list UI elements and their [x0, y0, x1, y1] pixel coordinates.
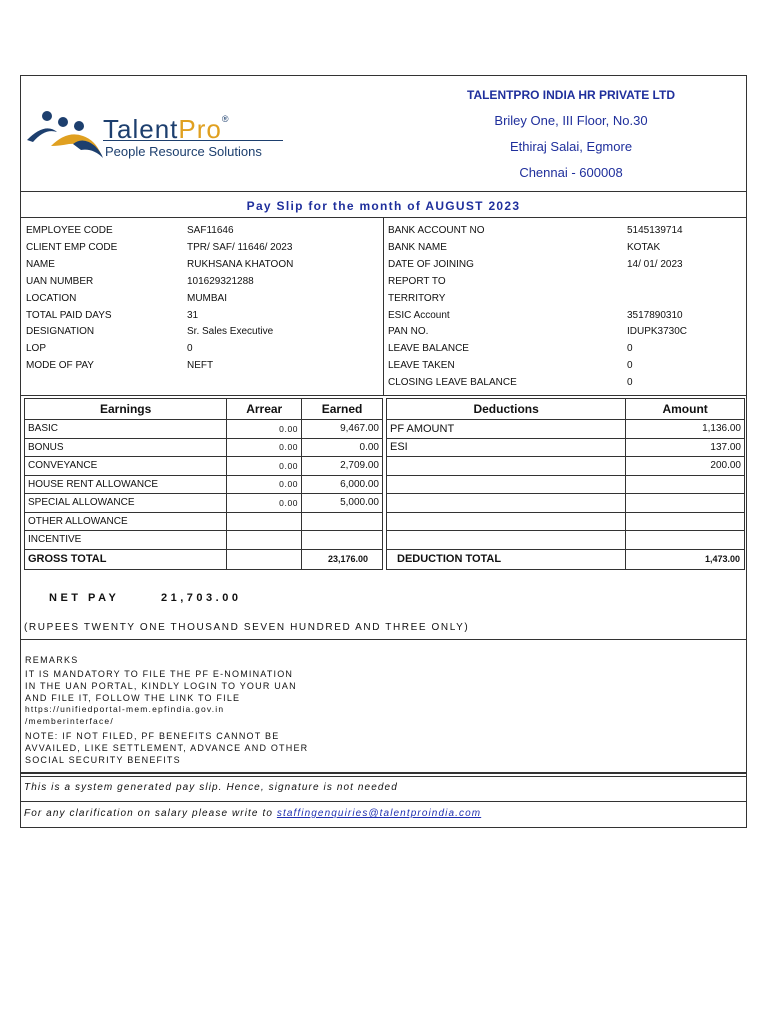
arrear-header: Arrear	[227, 399, 302, 420]
deduction-name: PF AMOUNT	[387, 420, 626, 439]
logo-underline	[103, 140, 283, 141]
remarks-link-line: /memberinterface/	[25, 716, 114, 727]
info-label: TERRITORY	[388, 292, 446, 304]
remarks-line: AND FILE IT, FOLLOW THE LINK TO FILE	[25, 692, 241, 703]
info-label: LOCATION	[26, 292, 77, 304]
deduction-name	[387, 457, 626, 476]
company-address-line2: Ethiraj Salai, Egmore	[509, 139, 633, 154]
info-label: UAN NUMBER	[26, 275, 94, 287]
logo-tagline: People Resource Solutions	[105, 144, 262, 159]
net-pay-in-words: (RUPEES TWENTY ONE THOUSAND SEVEN HUNDRED AND THREE ONLY)	[24, 622, 470, 633]
deduction-amount	[626, 512, 745, 531]
system-note: This is a system generated pay slip. Hence, signature is not needed	[24, 782, 398, 793]
divider	[21, 772, 746, 774]
earning-arrear: 0.00	[227, 475, 302, 494]
earning-earned: 2,709.00	[302, 457, 383, 476]
earning-arrear	[227, 531, 302, 550]
info-label: DATE OF JOINING	[388, 258, 474, 270]
company-address-line3: Chennai - 600008	[519, 165, 623, 180]
company-address-line1: Briley One, III Floor, No.30	[494, 113, 648, 128]
divider	[21, 191, 746, 192]
remarks-line: IT IS MANDATORY TO FILE THE PF E-NOMINATION	[25, 669, 294, 679]
remarks-line: SOCIAL SECURITY BENEFITS	[25, 754, 181, 765]
deduction-amount	[626, 494, 745, 513]
earnings-row	[25, 457, 383, 476]
remarks-line: IN THE UAN PORTAL, KINDLY LOGIN TO YOUR UAN	[25, 680, 297, 691]
info-label: LEAVE BALANCE	[388, 343, 469, 355]
net-pay-value: 21,703.00	[161, 592, 242, 604]
info-value: 3517890310	[627, 309, 683, 321]
earnings-header: Earnings	[25, 399, 227, 420]
info-divider	[383, 217, 384, 395]
deduction-name: ESI	[387, 438, 626, 457]
remarks-line: NOTE: IF NOT FILED, PF BENEFITS CANNOT BE	[25, 730, 280, 741]
info-value: 101629321288	[187, 275, 254, 287]
earning-arrear: 0.00	[227, 420, 302, 439]
deduction-name	[387, 494, 626, 513]
info-label: TOTAL PAID DAYS	[26, 309, 112, 321]
earning-name: HOUSE RENT ALLOWANCE	[25, 475, 227, 494]
deduction-name	[387, 512, 626, 531]
divider	[21, 395, 746, 396]
earnings-row	[25, 494, 383, 513]
info-label: BANK NAME	[388, 241, 447, 253]
info-value: Sr. Sales Executive	[187, 326, 274, 338]
earning-earned	[302, 512, 383, 531]
earnings-row	[25, 475, 383, 494]
company-name: TALENTPRO INDIA HR PRIVATE LTD	[467, 88, 675, 102]
earning-earned: 6,000.00	[302, 475, 383, 494]
info-label: LEAVE TAKEN	[388, 360, 455, 372]
earnings-row	[25, 531, 383, 550]
earning-arrear: 0.00	[227, 457, 302, 476]
earning-arrear	[227, 512, 302, 531]
deduction-amount: 1,136.00	[626, 420, 745, 439]
deductions-table	[386, 398, 745, 570]
info-label: LOP	[26, 343, 47, 355]
remarks-link-line: https://unifiedportal-mem.epfindia.gov.in	[25, 704, 225, 715]
earned-header: Earned	[302, 399, 383, 420]
gross-total-arrear	[227, 549, 302, 569]
info-label: CLIENT EMP CODE	[26, 241, 118, 253]
deductions-row	[387, 438, 745, 457]
info-label: PAN NO.	[388, 326, 429, 338]
info-value: KOTAK	[627, 241, 661, 253]
earnings-row	[25, 512, 383, 531]
earnings-row	[25, 438, 383, 457]
divider	[21, 776, 746, 777]
remarks-line: AVVAILED, LIKE SETTLEMENT, ADVANCE AND OTHER	[25, 742, 309, 753]
deductions-row	[387, 475, 745, 494]
info-value: IDUPK3730C	[627, 326, 688, 338]
earnings-row	[25, 420, 383, 439]
logo-wordmark: TalentPro®	[103, 114, 230, 144]
clarification-note	[24, 808, 481, 819]
info-value: NEFT	[187, 360, 214, 372]
divider	[21, 639, 746, 640]
info-value: TPR/ SAF/ 11646/ 2023	[187, 241, 293, 253]
info-label: REPORT TO	[388, 275, 446, 287]
info-value: 0	[627, 343, 633, 355]
deductions-row	[387, 457, 745, 476]
deductions-header: Deductions	[387, 399, 626, 420]
remarks-text	[25, 669, 308, 766]
deductions-row	[387, 420, 745, 439]
support-email-link[interactable]: staffingenquiries@talentproindia.com	[276, 808, 482, 819]
remarks-heading: REMARKS	[25, 655, 79, 665]
earning-name: BONUS	[25, 438, 227, 457]
payslip-page	[20, 75, 747, 828]
deduction-name	[387, 531, 626, 550]
earning-name: BASIC	[25, 420, 227, 439]
earning-earned: 0.00	[302, 438, 383, 457]
deduction-total-label: DEDUCTION TOTAL	[387, 549, 626, 569]
earning-earned: 9,467.00	[302, 420, 383, 439]
amount-header: Amount	[626, 399, 745, 420]
gross-total-value: 23,176.00	[302, 549, 383, 569]
deduction-amount: 137.00	[626, 438, 745, 457]
earning-name: SPECIAL ALLOWANCE	[25, 494, 227, 513]
deduction-amount: 200.00	[626, 457, 745, 476]
info-label: MODE OF PAY	[26, 360, 94, 372]
deductions-row	[387, 512, 745, 531]
deduction-amount	[626, 475, 745, 494]
deductions-row	[387, 531, 745, 550]
earning-earned: 5,000.00	[302, 494, 383, 513]
deduction-amount	[626, 531, 745, 550]
earning-earned	[302, 531, 383, 550]
payslip-title: Pay Slip for the month of AUGUST 2023	[246, 199, 521, 213]
info-label: CLOSING LEAVE BALANCE	[388, 377, 517, 389]
earning-name: OTHER ALLOWANCE	[25, 512, 227, 531]
info-value: RUKHSANA KHATOON	[187, 258, 294, 270]
deductions-row	[387, 494, 745, 513]
info-value: 31	[187, 309, 199, 321]
deduction-total-value: 1,473.00	[626, 549, 745, 569]
info-label: NAME	[26, 258, 55, 270]
earning-arrear: 0.00	[227, 494, 302, 513]
info-value: MUMBAI	[187, 292, 227, 304]
info-value: 0	[627, 360, 633, 372]
deduction-name	[387, 475, 626, 494]
earning-name: CONVEYANCE	[25, 457, 227, 476]
info-value: 0	[627, 377, 633, 389]
info-value: 0	[187, 343, 193, 355]
net-pay-label: NET PAY	[49, 592, 120, 604]
info-label: ESIC Account	[388, 309, 450, 321]
earning-arrear: 0.00	[227, 438, 302, 457]
info-value: 14/ 01/ 2023	[627, 258, 683, 270]
gross-total-label: GROSS TOTAL	[25, 549, 227, 569]
earnings-table	[24, 398, 383, 570]
clarification-text: For any clarification on salary please write to	[24, 808, 277, 819]
talentpro-logo-icon	[23, 106, 105, 162]
info-label: EMPLOYEE CODE	[26, 225, 113, 236]
info-label: DESIGNATION	[26, 326, 95, 338]
info-value: SAF11646	[187, 225, 234, 236]
divider	[21, 801, 746, 802]
info-label: BANK ACCOUNT NO	[388, 225, 485, 236]
info-value: 5145139714	[627, 225, 683, 236]
earning-name: INCENTIVE	[25, 531, 227, 550]
